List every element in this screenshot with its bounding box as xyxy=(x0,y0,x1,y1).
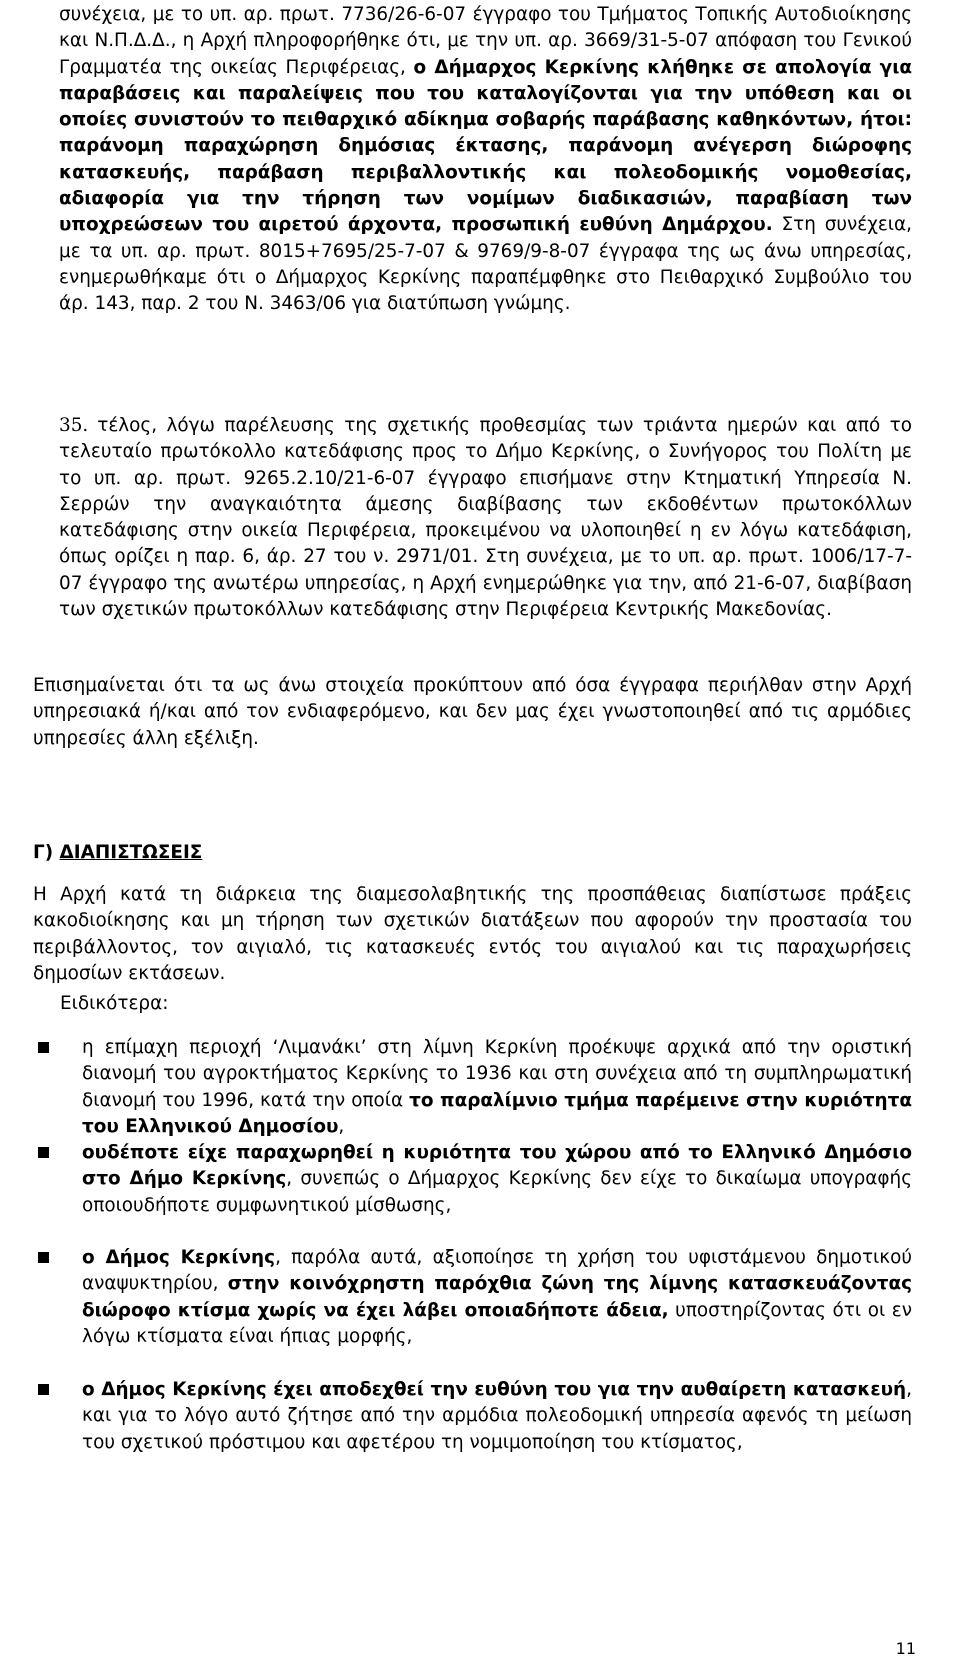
bullet-bold-text: ουδέποτε είχε παραχωρηθεί η κυριότητα του χώρου από το Ελληνικό Δημόσιο στο Δήμο Κερκίνης xyxy=(82,1142,912,1190)
note-paragraph: Επισημαίνεται ότι τα ως άνω στοιχεία προκύπτουν από όσα έγγραφα περιήλθαν στην Αρχή υπηρεσιακά ή/και από τον ενδιαφερόμενο, και δεν μας έχει γνωστοποιηθεί από τις αρμόδιες υπηρεσίες άλλη εξέλιξη. xyxy=(33,675,912,749)
item-number: 35. xyxy=(59,415,89,436)
bullet-bold-text: ο Δήμος Κερκίνης xyxy=(82,1247,276,1268)
bullet-item xyxy=(82,1035,912,1140)
section-prefix: Γ) xyxy=(33,842,60,863)
numbered-item-35 xyxy=(59,413,912,623)
findings-paragraph: Η Αρχή κατά τη διάρκεια της διαμεσολαβητικής της προσπάθειας διαπίστωσε πράξεις κακοδιοίκησης και μη τήρηση των σχετικών διατάξεων που αφορούν την προστασία του περιβάλλοντος, τον αιγιαλό, τις κατασκευές εντός του αιγιαλού και τις παραχωρήσεις δημοσίων εκτάσεων. xyxy=(33,884,912,984)
square-bullet-icon xyxy=(38,1147,49,1158)
square-bullet-icon xyxy=(38,1042,49,1053)
bullet-text: υποστηρίζοντας ότι οι εν λόγω κτίσματα είναι ήπιας μορφής, xyxy=(82,1299,912,1347)
bullet-text: , συνεπώς ο Δήμαρχος Κερκίνης δεν είχε το δικαίωμα υπογραφής οποιουδήποτε συμφωνητικού μίσθωσης, xyxy=(82,1168,912,1216)
bullet-text: η επίμαχη περιοχή ‘Λιμανάκι’ στη λίμνη Κερκίνη προέκυψε αρχικά από την οριστική διανομή του αγροκτήματος Κερκίνης το 1936 και στη συνέχεια από τη συμπληρωματική διανομή του 1996, κατά την οποία xyxy=(82,1037,912,1111)
section-title: ΔΙΑΠΙΣΤΩΣΕΙΣ xyxy=(59,842,203,863)
paragraph-bold-text: ο Δήμαρχος Κερκίνης κλήθηκε σε απολογία για παραβάσεις και παραλείψεις που του καταλογίζονται για την υπόθεση και οι οποίες συνιστούν το πειθαρχικό αδίκημα σοβαρής παράβασης καθηκόντων, ήτοι: παράνομη παραχώρηση δημόσιας έκτασης, παράνομη ανέγερση διώροφης κατασκευής, παράβαση περιβαλλοντικής και πολεοδομικής νομοθεσίας, αδιαφορία για την τήρηση των νομίμων διαδικασιών, παραβίαση των υποχρεώσεων του αιρετού άρχοντα, προσωπική ευθύνη Δημάρχου. xyxy=(59,56,912,236)
paragraph-text: συνέχεια, με το υπ. αρ. πρωτ. 7736/26-6-07 έγγραφο του Τμήματος Τοπικής Αυτοδιοίκησης και Ν.Π.Δ.Δ., η Αρχή πληροφορήθηκε ότι, με την υπ. αρ. 3669/31-5-07 απόφαση του Γενικού Γραμματέα της οικείας Περιφέρειας, xyxy=(59,4,912,78)
specifically-label: Ειδικότερα: xyxy=(60,993,169,1014)
bullet-item xyxy=(82,1377,912,1456)
bullet-bold-text: ο Δήμος Κερκίνης έχει αποδεχθεί την ευθύνη του για την αυθαίρετη κατασκευή xyxy=(82,1379,907,1400)
bullet-text: , παρόλα αυτά, αξιοποίησε τη χρήση του υφιστάμενου δημοτικού αναψυκτηρίου, xyxy=(82,1247,912,1295)
paragraph-text: Στη συνέχεια, με τα υπ. αρ. πρωτ. 8015+7695/25-7-07 & 9769/9-8-07 έγγραφα της ως άνω υπηρεσίας, ενημερωθήκαμε ότι ο Δήμαρχος Κερκίνης παραπέμφθηκε στο Πειθαρχικό Συμβούλιο του άρ. 143, παρ. 2 του Ν. 3463/06 για διατύπωση γνώμης. xyxy=(59,214,912,315)
bullet-bold-text: στην κοινόχρηστη παρόχθια ζώνη της λίμνης κατασκευάζοντας διώροφο κτίσμα χωρίς να έχει λάβει οποιαδήποτε άδεια, xyxy=(82,1273,912,1321)
section-heading xyxy=(33,840,202,866)
paragraph-continuation xyxy=(59,2,912,318)
square-bullet-icon xyxy=(38,1252,49,1263)
bullet-text: , xyxy=(338,1115,345,1137)
bullet-bold-text: το παραλίμνιο τμήμα παρέμεινε στην κυριότητα του Ελληνικού Δημοσίου xyxy=(82,1089,912,1137)
item-text: τέλος, λόγω παρέλευσης της σχετικής προθεσμίας των τριάντα ημερών και από το τελευταίο πρωτόκολλο κατεδάφισης προς το Δήμο Κερκίνης, ο Συνήγορος του Πολίτη με το υπ. αρ. πρωτ. 9265.2.10/21-6-07 έγγραφο επισήμανε στην Κτηματική Υπηρεσία Ν. Σερρών την αναγκαιότητα άμεσης διαβίβασης των εκδοθέντων πρωτοκόλλων κατεδάφισης στην οικεία Περιφέρεια, προκειμένου να υλοποιηθεί η εν λόγω κατεδάφιση, όπως ορίζει η παρ. 6, άρ. 27 του ν. 2971/01. Στη συνέχεια, με το υπ. αρ. πρωτ. 1006/17-7-07 έγγραφο της ανωτέρω υπηρεσίας, η Αρχή ενημερώθηκε για την, από 21-6-07, διαβίβαση των σχετικών πρωτοκόλλων κατεδάφισης στην Περιφέρεια Κεντρικής Μακεδονίας. xyxy=(59,415,912,621)
square-bullet-icon xyxy=(38,1384,49,1395)
bullet-item xyxy=(82,1140,912,1219)
bullet-item xyxy=(82,1245,912,1350)
bullet-text: , και για το λόγο αυτό ζήτησε από την αρμόδια πολεοδομική υπηρεσία αφενός τη μείωση του σχετικού πρόστιμου και αφετέρου τη νομιμοποίηση του κτίσματος, xyxy=(82,1379,912,1453)
page-number: 11 xyxy=(895,1639,916,1658)
